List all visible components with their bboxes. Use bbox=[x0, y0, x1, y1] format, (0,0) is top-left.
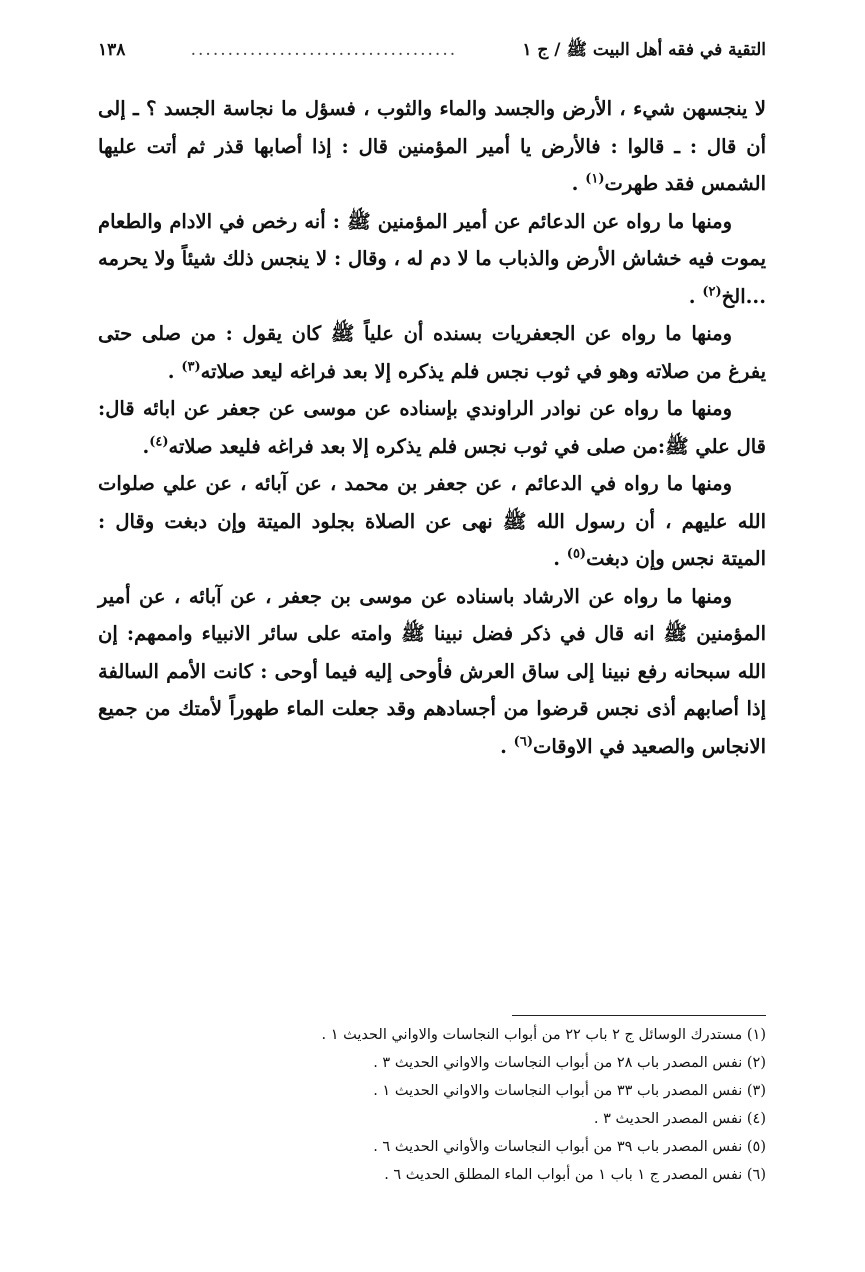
main-text bbox=[98, 90, 766, 765]
footnote: (٤) نفس المصدر الحديث ٣ . bbox=[593, 1111, 766, 1127]
page-number: ١٣٨ bbox=[98, 40, 126, 60]
footnote: (١) مستدرك الوسائل ج ٢ باب ٢٢ من أبواب النجاسات والاواني الحديث ١ . bbox=[321, 1027, 766, 1043]
footnotes bbox=[150, 1021, 766, 1189]
footnote-ref: (٢) bbox=[702, 284, 722, 299]
footnote: (٦) نفس المصدر ج ١ باب ١ من أبواب الماء المطلق الحديث ٦ . bbox=[384, 1167, 766, 1183]
footnote: (٢) نفس المصدر باب ٢٨ من أبواب النجاسات والاواني الحديث ٣ . bbox=[373, 1055, 766, 1071]
paragraph: ومنها ما رواه عن الجعفريات بسنده أن علياً ﷺ كان يقول : من صلى حتى يفرغ من صلاته وهو في ثوب نجس فلم يذكره إلا بعد فراغه ليعد صلاته$^{(٣)}$ . bbox=[98, 322, 766, 383]
paragraph: ومنها ما رواه عن نوادر الراوندي بإسناده عن موسى عن جعفر عن ابائه قال: قال علي ﷺ:من صلى في ثوب نجس فلم يذكره إلا بعد فراغه فليعد صلاته$^{(٤)}$. bbox=[98, 397, 766, 458]
page bbox=[98, 30, 766, 765]
footnote-ref: (٣) bbox=[181, 359, 201, 374]
footnote-ref: (١) bbox=[585, 171, 605, 187]
running-header bbox=[98, 30, 766, 70]
leader-dots: .................................... bbox=[190, 40, 458, 60]
footnote: (٥) نفس المصدر باب ٣٩ من أبواب النجاسات والأواني الحديث ٦ . bbox=[373, 1139, 766, 1155]
paragraph: ومنها ما رواه عن الارشاد باسناده عن موسى بن جعفر ، عن آبائه ، عن أمير المؤمنين ﷺ انه قال في ذكر فضل نبينا ﷺ وامته على سائر الانبياء واممهم: إن الله سبحانه رفع نبينا إلى ساق العرش فأوحى إليه فيما أوحى : كانت الأمم السالفة إذا أصابهم أذى نجس قرضوا من أجسادهم وقد جعلت الماء طهوراً لأمتك من جميع الانجاس والصعيد في الاوقات$^{(٦)}$ . bbox=[98, 584, 766, 758]
footnote-ref: (٤) bbox=[149, 434, 169, 449]
paragraph: لا ينجسهن شيء ، الأرض والجسد والماء والثوب ، فسؤل ما نجاسة الجسد ؟ ـ إلى أن قال : ـ قالوا : فالأرض يا أمير المؤمنين قال : إذا أصابها قذر ثم أتت عليها الشمس فقد طهرت$^{(١)}$ . bbox=[98, 97, 766, 195]
footnote-ref: (٥) bbox=[566, 546, 587, 562]
paragraph: ومنها ما رواه في الدعائم ، عن جعفر بن محمد ، عن آبائه ، عن علي صلوات الله عليهم ، أن رسول الله ﷺ نهى عن الصلاة بجلود الميتة وإن دبغت وقال : الميتة نجس وإن دبغت$^{(٥)}$ . bbox=[98, 472, 766, 570]
footnote: (٣) نفس المصدر باب ٣٣ من أبواب النجاسات والاواني الحديث ١ . bbox=[373, 1083, 766, 1099]
paragraph: ومنها ما رواه عن الدعائم عن أمير المؤمنين ﷺ : أنه رخص في الادام والطعام يموت فيه خشاش الأرض والذباب ما لا دم له ، وقال : لا ينجس ذلك شيئاً ولا يحرمه ...الخ$^{(٢)}$ . bbox=[98, 209, 766, 308]
book-title: التقية في فقه أهل البيت ﷺ / ج ١ bbox=[522, 40, 766, 60]
footnote-separator bbox=[512, 1015, 766, 1016]
footnote-ref: (٦) bbox=[513, 734, 533, 749]
